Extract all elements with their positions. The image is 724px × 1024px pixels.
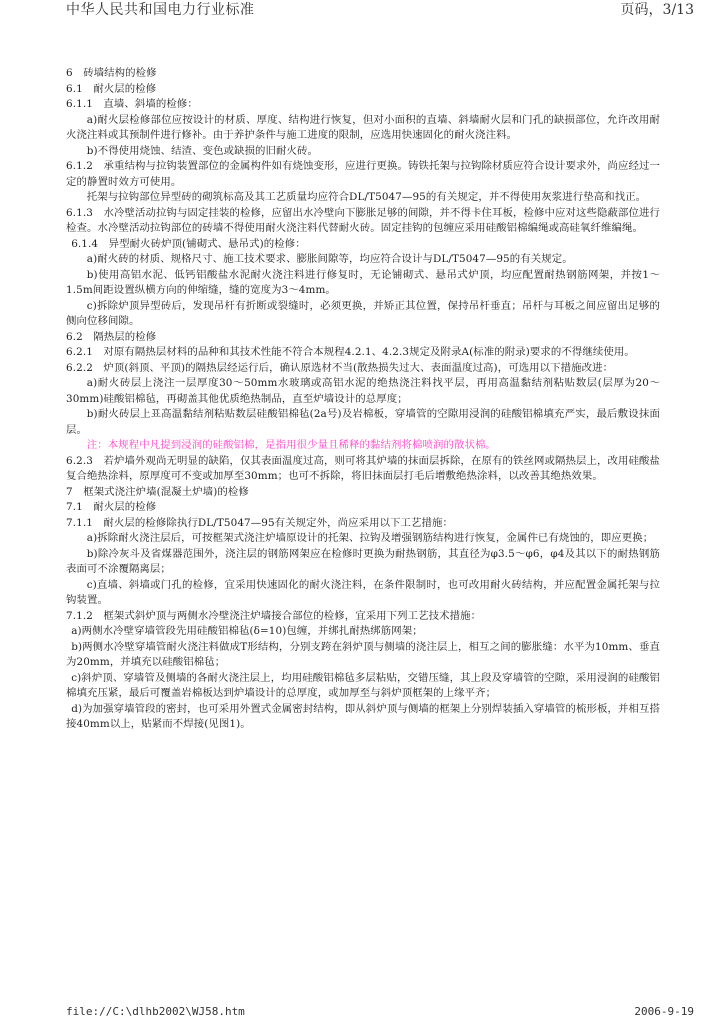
section-paragraph: 6.1 耐火层的检修 [66,82,157,95]
body-paragraph: a)耐火层检修部位应按设计的材质、厚度、结构进行恢复，但对小面积的直墙、斜墙耐火层和门孔的缺损部位，允许改用耐火浇注料或其预制件进行修补。由于养护条件与施工进度的限制，应选用快速固化的耐火浇注料。 [66,113,660,141]
body-paragraph: a)耐火砖层上浇注一层厚度30～50mm水玻璃或高铝水泥的绝热浇注料找平层，再用高温黏结剂粘贴数层(层厚为20～30mm)硅酸铝棉毡，再砌盖其他优质绝热制品，直至炉墙设计的总厚度； [66,377,660,405]
body-paragraph: b)使用高铝水泥、低钙铝酸盐水泥耐火浇注料进行修复时，无论铺砌式、悬吊式炉顶，均应配置耐热钢筋网架，并按1～1.5m间距设置纵横方向的伸缩缝，缝的宽度为3～4mm。 [66,268,660,296]
document-body [66,66,660,733]
page-header [66,0,694,22]
section-paragraph: 6.1.3 水冷壁活动拉钩与固定挂装的检修，应留出水冷壁向下膨胀足够的间隙，并不得卡住耳板，检修中应对这些隐蔽部位进行检查。水冷壁活动拉钩部位的砖墙不得使用耐火浇注料代替耐火砖。固定挂钩的包缠应采用硅酸铝棉编绳或高硅氧纤维编绳。 [66,206,660,234]
body-paragraph: b)两侧水冷壁穿墙管耐火浇注料做成T形结构，分别支跨在斜炉顶与侧墙的浇注层上，相互之间的膨胀缝：水平为10mm、垂直为20mm，并填充以硅酸铝棉毡； [66,640,660,668]
section-paragraph: 6.2 隔热层的检修 [66,330,157,343]
section-paragraph: 7.1.2 框架式斜炉顶与两侧水冷壁浇注炉墙接合部位的检修，宜采用下列工艺技术措施： [66,609,482,622]
body-paragraph: b)不得使用烧蚀、结渣、变色或缺损的旧耐火砖。 [86,144,319,157]
section-paragraph: 6.2.2 炉顶(斜顶、平顶)的隔热层经运行后，确认原选材不当(散热损失过大、表面温度过高)，可选用以下措施改进： [66,361,614,374]
section-paragraph: 6.1.2 承重结构与拉钩装置部位的金属构件如有烧蚀变形，应进行更换。铸铁托架与拉钩除材质应符合设计要求外，尚应经过一定的静置时效方可使用。 [66,160,660,188]
body-paragraph: 6.1.4 异型耐火砖炉顶(铺砌式、悬吊式)的检修： [71,237,306,250]
body-paragraph: 托架与拉钩部位异型砖的砌筑标高及其工艺质量均应符合DL/T5047—95的有关规定，并不得使用灰浆进行垫高和找正。 [86,191,647,203]
section-paragraph: 6.1.1 直墙、斜墙的检修： [66,98,198,110]
section-paragraph: 7.1 耐火层的检修 [66,501,157,513]
body-paragraph: c)斜炉顶、穿墙管及侧墙的各耐火浇注层上，均用硅酸铝棉毡多层粘贴，交错压缝，其上段及穿墙管的空隙，采用浸润的硅酸铝棉填充压紧，最后可覆盖岩棉板达到炉墙设计的总厚度，或加厚至与斜炉顶框架的上缘平齐； [66,671,660,699]
section-paragraph: 6 砖墙结构的检修 [66,67,157,79]
section-paragraph: 6.2.1 对原有隔热层材料的品种和其技术性能不符合本规程4.2.1、4.2.3规定及附录A(标准的附录)要求的不得继续使用。 [66,346,635,358]
body-paragraph: a)两侧水冷壁穿墙管段先用硅酸铝棉毡(δ=10)包缠，并绑扎耐热绑筋网架； [71,625,423,637]
body-paragraph: c)直墙、斜墙或门孔的检修，宜采用快速固化的耐火浇注料，在条件限制时，也可改用耐火砖结构，并应配置金属托架与拉钩装置。 [66,578,660,606]
standard-title: 中华人民共和国电力行业标准 [66,2,255,18]
body-paragraph: b)除冷灰斗及省煤器范围外，浇注层的钢筋网架应在检修时更换为耐热钢筋，其直径为φ3.5～φ6，φ4及其以下的耐热钢筋表面可不涂覆隔离层； [66,547,660,575]
section-paragraph: 7 框架式浇注炉墙(混凝土炉墙)的检修 [66,485,249,498]
body-paragraph: b)耐火砖层上표高温黏结剂粘贴数层硅酸铝棉毡(2a号)及岩棉板，穿墙管的空隙用浸润的硅酸铝棉填充严实，最后敷设抹面层。 [66,408,660,436]
body-paragraph: c)拆除炉顶异型砖后，发现吊杆有折断或裂缝时，必须更换，并矫正其位置，保持吊杆垂直；吊杆与耳板之间应留出足够的侧向位移间隙。 [66,299,660,327]
note-paragraph: 注：本规程中凡提到浸润的硅酸铝棉，是指用很少量且稀释的黏结剂将棉喷润的散状棉。 [86,439,496,451]
page-number: 页码，3/13 [620,2,694,18]
body-paragraph: a)耐火砖的材质、规格尺寸、施工技术要求、膨胀间隙等，均应符合设计与DL/T5047—95的有关规定。 [86,253,573,265]
print-date: 2006-9-19 [634,1005,694,1018]
file-path: file://C:\dlhb2002\WJ58.htm [66,1005,245,1018]
body-paragraph: d)为加强穿墙管段的密封，也可采用外置式金属密封结构，即从斜炉顶与侧墙的框架上分别焊装插入穿墙管的梳形板，并相互搭接40mm以上，贴紧而不焊接(见图1)。 [66,702,660,730]
body-paragraph: a)拆除耐火浇注层后，可按框架式浇注炉墙原设计的托架、拉钩及增强钢筋结构进行恢复，金属件已有烧蚀的，即应更换； [86,532,654,544]
section-paragraph: 7.1.1 耐火层的检修除执行DL/T5047—95有关规定外，尚应采用以下工艺措施： [66,516,453,529]
page-footer [66,1004,694,1022]
section-paragraph: 6.2.3 若炉墙外观尚无明显的缺陷，仅其表面温度过高，则可将其炉墙的抹面层拆除，在原有的铁丝网或隔热层上，改用硅酸盐复合绝热涂料，原厚度可不变或加厚至30mm；也可不拆除，将旧抹面层打毛后增敷绝热涂料，以改善其绝热效果。 [66,454,660,482]
